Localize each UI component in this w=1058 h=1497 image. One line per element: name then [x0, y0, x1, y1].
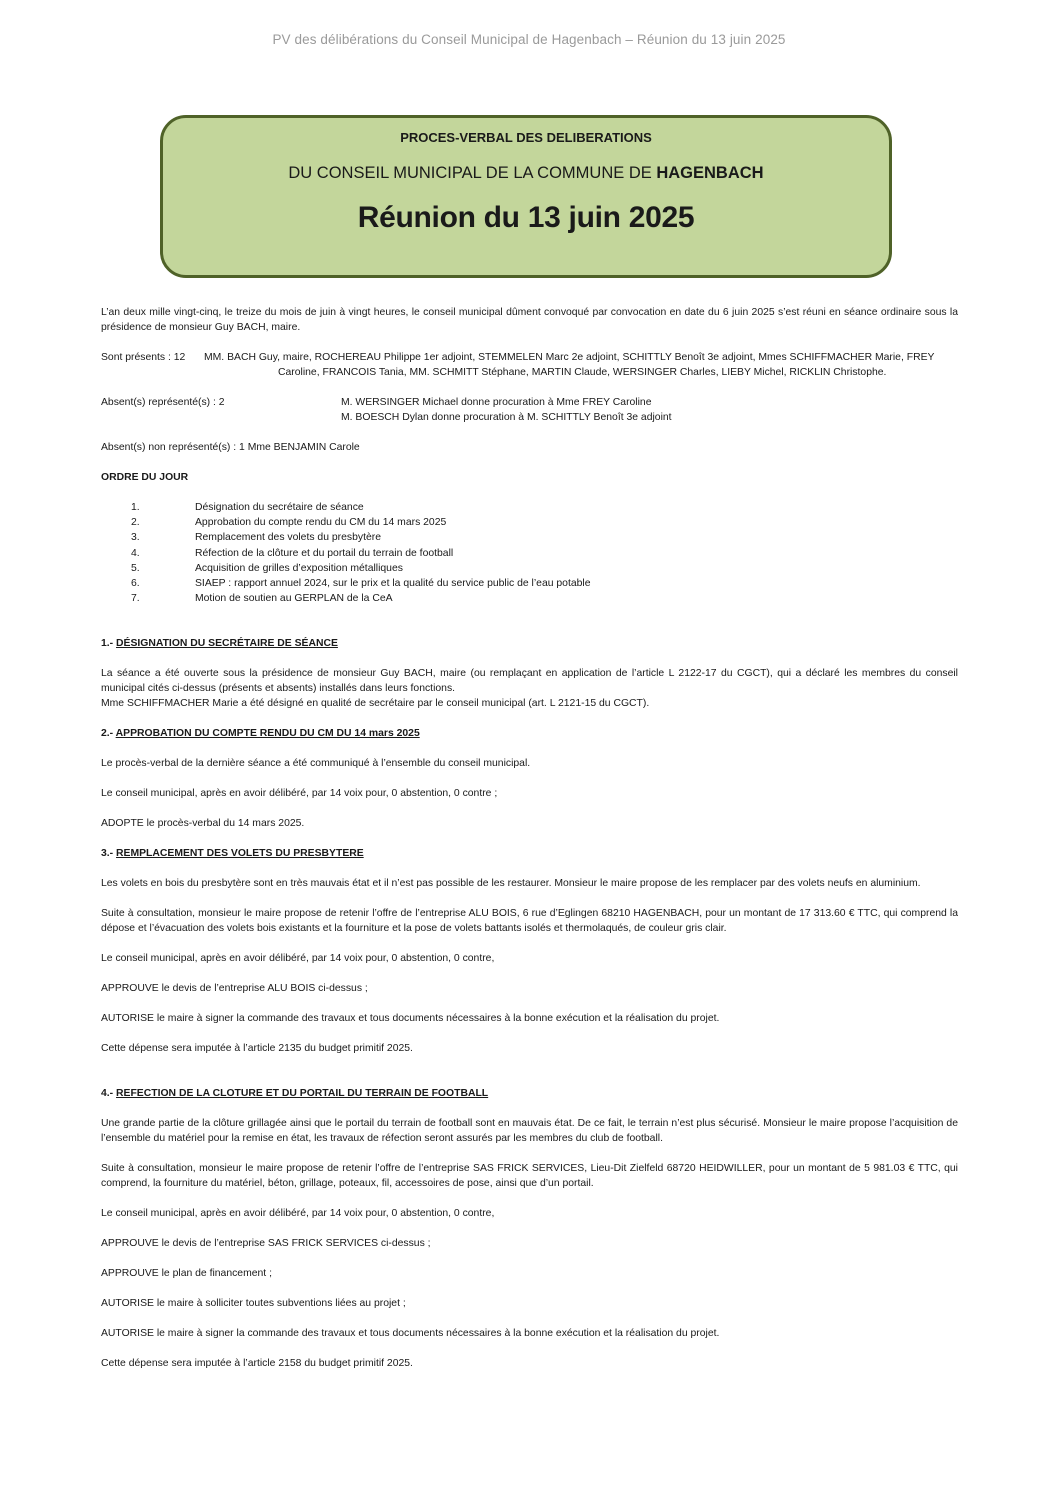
- decision: APPROUVE le devis de l’entreprise SAS FRICK SERVICES ci-dessus ;: [101, 1238, 431, 1250]
- absents-represented: [101, 395, 958, 410]
- agenda-item: 7. Motion de soutien au GERPLAN de la CeA: [131, 593, 393, 605]
- decision: AUTORISE le maire à signer la commande des travaux et tous documents nécessaires à la bonne exécution et la réalisation du projet.: [101, 1328, 720, 1340]
- section-heading: 3.- REMPLACEMENT DES VOLETS DU PRESBYTERE: [101, 848, 364, 860]
- agenda-item: 1. Désignation du secrétaire de séance: [131, 502, 364, 513]
- proxy-item: M. WERSINGER Michael donne procuration à Mme FREY Caroline: [341, 397, 652, 408]
- running-header: PV des délibérations du Conseil Municipal de Hagenbach – Réunion du 13 juin 2025: [272, 32, 786, 47]
- decision: APPROUVE le devis de l’entreprise ALU BOIS ci-dessus ;: [101, 983, 368, 995]
- attendees-present: [101, 350, 958, 365]
- agenda-list: [101, 500, 958, 606]
- vote-result: Le conseil municipal, après en avoir délibéré, par 14 voix pour, 0 abstention, 0 contre,: [101, 953, 495, 965]
- present-list-line2: Caroline, FRANCOIS Tania, MM. SCHMITT Stéphane, MARTIN Claude, WERSINGER Charles, LIEBY Michel, RICKLIN Christophe.: [278, 367, 887, 378]
- absents-not-represented: Absent(s) non représenté(s) : 1 Mme BENJAMIN Carole: [101, 442, 360, 453]
- commune-name: HAGENBACH: [656, 164, 764, 182]
- present-list-line1: MM. BACH Guy, maire, ROCHEREAU Philippe 1er adjoint, STEMMELEN Marc 2e adjoint, SCHITTLY Benoît 3e adjoint, Mmes SCHIFFMACHER Marie, FREY: [204, 352, 935, 363]
- agenda-item: 2. Approbation du compte rendu du CM du 14 mars 2025: [131, 517, 447, 529]
- agenda-item: 4. Réfection de la clôture et du portail du terrain de football: [131, 547, 454, 559]
- agenda-item: 3. Remplacement des volets du presbytère: [131, 532, 381, 544]
- banner-title-line2: [163, 164, 889, 183]
- section-paragraph: La séance a été ouverte sous la présidence de monsieur Guy BACH, maire (ou remplaçant en application de l’article L 2122-17 du CGCT), qui a déclaré les membres du conseil municipal cités ci-dessus (présents et absents) installés dans leurs fonctions.: [101, 668, 958, 695]
- banner-title-line1: PROCES-VERBAL DES DELIBERATIONS: [400, 130, 652, 145]
- agenda-title: ORDRE DU JOUR: [101, 472, 189, 483]
- section-paragraph: Une grande partie de la clôture grillagée ainsi que le portail du terrain de football sont en mauvais état. De ce fait, le terrain n’est plus sécurisé. Monsieur le maire propose l’acquisition de l’ensemble du matériel pour la remise en état, les travaux de réfection seront assurés par les membres du club de football.: [101, 1118, 958, 1145]
- budget-note: Cette dépense sera imputée à l’article 2135 du budget primitif 2025.: [101, 1043, 413, 1055]
- decision: AUTORISE le maire à solliciter toutes subventions liées au projet ;: [101, 1298, 406, 1310]
- decision: ADOPTE le procès-verbal du 14 mars 2025.: [101, 818, 305, 830]
- banner-line2-prefix: DU CONSEIL MUNICIPAL DE LA COMMUNE DE: [288, 164, 657, 182]
- section-paragraph: Suite à consultation, monsieur le maire propose de retenir l’offre de l’entreprise SAS FRICK SERVICES, Lieu-Dit Zielfeld 68720 HEIDWILLER, pour un montant de 5 981.03 € TTC, qui comprend, la fourniture du matériel, béton, grillage, poteaux, fil, accessoires de pose, ainsi que d’un portail.: [101, 1163, 958, 1190]
- meeting-title: Réunion du 13 juin 2025: [357, 201, 695, 234]
- section-heading: 2.- APPROBATION DU COMPTE RENDU DU CM DU 14 mars 2025: [101, 728, 420, 740]
- vote-result: Le conseil municipal, après en avoir délibéré, par 14 voix pour, 0 abstention, 0 contre ;: [101, 788, 498, 800]
- section-paragraph: Les volets en bois du presbytère sont en très mauvais état et il n’est pas possible de les restaurer. Monsieur le maire propose de les remplacer par des volets neufs en aluminium.: [101, 878, 921, 890]
- vote-result: Le conseil municipal, après en avoir délibéré, par 14 voix pour, 0 abstention, 0 contre,: [101, 1208, 495, 1220]
- section-paragraph: Le procès-verbal de la dernière séance a été communiqué à l’ensemble du conseil municipal.: [101, 758, 531, 770]
- decision: AUTORISE le maire à signer la commande des travaux et tous documents nécessaires à la bonne exécution et la réalisation du projet.: [101, 1013, 720, 1025]
- present-label: Sont présents : 12: [101, 352, 186, 363]
- decision: APPROUVE le plan de financement ;: [101, 1268, 272, 1280]
- budget-note: Cette dépense sera imputée à l’article 2158 du budget primitif 2025.: [101, 1358, 413, 1370]
- agenda-item: 5. Acquisition de grilles d’exposition métalliques: [131, 562, 403, 574]
- agenda-item: 6. SIAEP : rapport annuel 2024, sur le prix et la qualité du service public de l’eau potable: [131, 578, 591, 590]
- title-banner: [160, 115, 892, 278]
- section-paragraph: Suite à consultation, monsieur le maire propose de retenir l’offre de l’entreprise ALU BOIS, 6 rue d’Eglingen 68210 HAGENBACH, pour un montant de 17 313.60 € TTC, qui comprend la dépose et l’évacuation des volets bois existants et la fourniture et la pose de volets battants isolés et thermolaqués, de couleur gris clair.: [101, 908, 958, 935]
- intro-paragraph: L’an deux mille vingt-cinq, le treize du mois de juin à vingt heures, le conseil municipal dûment convoqué par convocation en date du 6 juin 2025 s’est réuni en séance ordinaire sous la présidence de monsieur Guy BACH, maire.: [101, 307, 958, 333]
- document-body: [101, 305, 958, 1371]
- section-paragraph: Mme SCHIFFMACHER Marie a été désigné en qualité de secrétaire par le conseil municipal (art. L 2121-15 du CGCT).: [101, 698, 650, 710]
- proxy-item: M. BOESCH Dylan donne procuration à M. SCHITTLY Benoît 3e adjoint: [341, 412, 672, 423]
- section-heading: 4.- REFECTION DE LA CLOTURE ET DU PORTAIL DU TERRAIN DE FOOTBALL: [101, 1088, 489, 1100]
- absents-represented-label: Absent(s) représenté(s) : 2: [101, 397, 225, 408]
- section-heading: 1.- DÉSIGNATION DU SECRÉTAIRE DE SÉANCE: [101, 638, 338, 650]
